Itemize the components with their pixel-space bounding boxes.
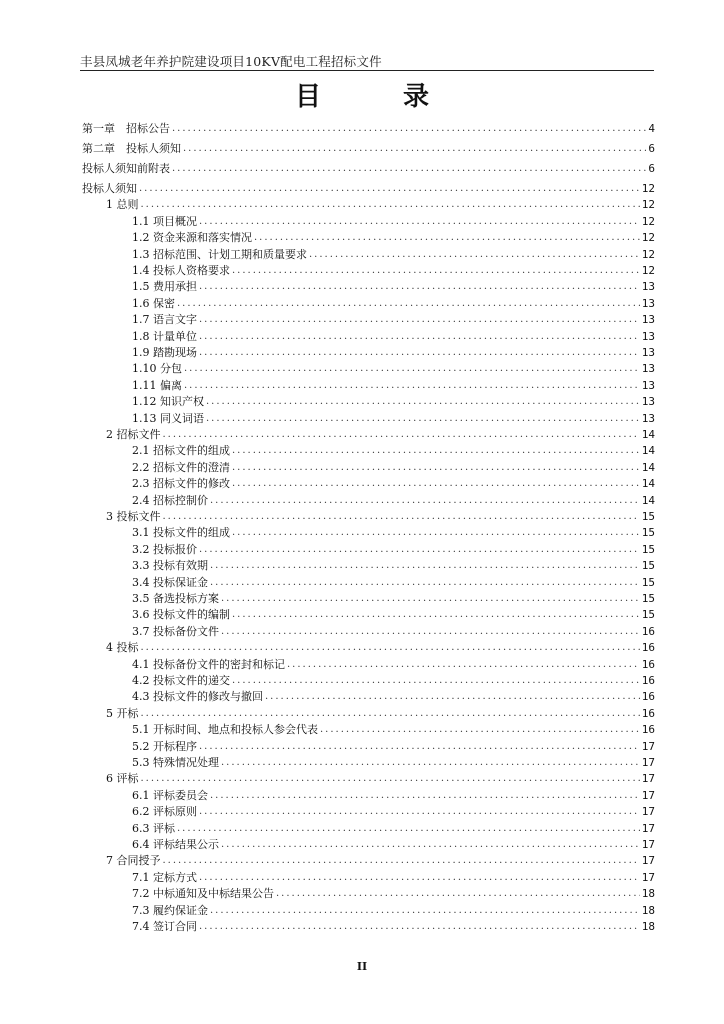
toc-entry-label: 2.3 招标文件的修改: [132, 477, 230, 491]
toc-entry-page: 15: [641, 526, 655, 540]
toc-entry-label: 6.4 评标结果公示: [132, 838, 219, 851]
toc-entry[interactable]: [132, 836, 655, 852]
toc-entry-label: 3 投标文件: [106, 510, 161, 523]
toc-entry-page: 13: [641, 378, 655, 392]
toc-entry-label: 1.6 保密: [132, 296, 175, 310]
toc-dot-leader: [210, 789, 640, 803]
toc-dot-leader: [199, 740, 640, 754]
toc-entry-label: 6 评标: [106, 772, 139, 786]
toc-entry-page: 14: [641, 493, 655, 507]
toc-entry[interactable]: [82, 160, 655, 176]
toc-entry-label: 1.4 投标人资格要求: [132, 264, 230, 277]
toc-dot-leader: [232, 461, 640, 475]
toc-entry[interactable]: [106, 508, 655, 524]
toc-entry-page: 17: [641, 838, 655, 851]
toc-entry[interactable]: [132, 541, 655, 557]
toc-entry-page: 13: [641, 313, 655, 327]
toc-dot-leader: [199, 280, 640, 294]
toc-entry-page: 12: [641, 182, 655, 195]
toc-dot-leader: [199, 543, 640, 557]
toc-entry[interactable]: [132, 656, 655, 672]
toc-dot-leader: [221, 838, 640, 852]
toc-entry[interactable]: [132, 328, 655, 344]
toc-entry-label: 5.2 开标程序: [132, 739, 197, 753]
toc-entry[interactable]: [132, 623, 655, 639]
toc-dot-leader: [163, 428, 640, 442]
toc-entry[interactable]: [132, 459, 655, 475]
toc-entry-page: 12: [641, 198, 655, 212]
toc-entry-page: 13: [641, 280, 655, 294]
toc-dot-leader: [210, 559, 640, 573]
toc-entry[interactable]: [106, 426, 655, 442]
toc-dot-leader: [206, 395, 640, 409]
toc-dot-leader: [221, 756, 640, 770]
toc-entry-label: 2.1 招标文件的组成: [132, 444, 230, 458]
toc-entry-label: 4.3 投标文件的修改与撤回: [132, 690, 263, 704]
document-header: 丰县凤城老年养护院建设项目10KV配电工程招标文件: [80, 54, 382, 69]
toc-entry[interactable]: [132, 393, 655, 409]
toc-dot-leader: [210, 494, 640, 508]
toc-entry-label: 1.7 语言文字: [132, 313, 197, 327]
toc-entry[interactable]: [132, 442, 655, 458]
toc-entry-label: 3.5 备选投标方案: [132, 592, 219, 605]
toc-entry-label: 7.3 履约保证金: [132, 903, 208, 917]
toc-dot-leader: [199, 313, 640, 327]
toc-entry[interactable]: [132, 820, 655, 836]
toc-dot-leader: [141, 641, 640, 655]
toc-entry[interactable]: [132, 754, 655, 770]
toc-entry-label: 1.11 偏离: [132, 378, 182, 392]
toc-entry-label: 1 总则: [106, 198, 139, 212]
toc-dot-leader: [172, 122, 646, 136]
toc-dot-leader: [232, 444, 640, 458]
toc-dot-leader: [320, 723, 640, 737]
toc-entry-page: 16: [641, 641, 655, 655]
toc-entry-page: 16: [641, 674, 655, 687]
toc-entry-page: 14: [641, 477, 655, 491]
toc-entry[interactable]: [106, 770, 655, 786]
toc-entry-page: 18: [641, 887, 655, 901]
toc-dot-leader: [232, 674, 640, 688]
toc-entry[interactable]: [132, 787, 655, 803]
toc-entry-label: 第二章 投标人须知: [82, 142, 181, 155]
toc-entry-label: 5 开标: [106, 706, 139, 720]
toc-dot-leader: [199, 920, 640, 934]
toc-entry[interactable]: [132, 557, 655, 573]
toc-entry[interactable]: [132, 524, 655, 540]
toc-dot-leader: [177, 822, 640, 836]
toc-entry[interactable]: [132, 574, 655, 590]
toc-entry[interactable]: [106, 705, 655, 721]
toc-entry-page: 17: [641, 805, 655, 819]
toc-dot-leader: [287, 658, 640, 672]
toc-entry[interactable]: [106, 852, 655, 868]
toc-entry-label: 1.5 费用承担: [132, 280, 197, 294]
toc-entry-label: 投标人须知: [82, 182, 137, 195]
toc-dot-leader: [232, 608, 640, 622]
toc-entry-label: 5.1 开标时间、地点和投标人参会代表: [132, 723, 318, 737]
toc-entry-label: 投标人须知前附表: [82, 162, 170, 175]
toc-entry-page: 16: [641, 706, 655, 720]
toc-entry[interactable]: [106, 196, 655, 212]
toc-entry-label: 1.3 招标范围、计划工期和质量要求: [132, 247, 307, 261]
toc-entry-page: 13: [641, 346, 655, 359]
toc-entry[interactable]: [132, 311, 655, 327]
toc-dot-leader: [199, 805, 640, 819]
toc-dot-leader: [177, 297, 640, 311]
toc-dot-leader: [265, 690, 640, 704]
toc-entry[interactable]: [132, 918, 655, 934]
toc-entry-page: 17: [641, 772, 655, 786]
toc-entry[interactable]: [132, 738, 655, 754]
toc-entry-label: 3.6 投标文件的编制: [132, 608, 230, 622]
toc-dot-leader: [254, 231, 640, 245]
toc-entry[interactable]: [132, 885, 655, 901]
toc-entry-label: 5.3 特殊情况处理: [132, 756, 219, 769]
toc-entry[interactable]: [132, 295, 655, 311]
toc-entry-label: 3.1 投标文件的组成: [132, 526, 230, 540]
toc-entry-label: 1.8 计量单位: [132, 329, 197, 343]
toc-entry[interactable]: [132, 229, 655, 245]
toc-entry-label: 2 招标文件: [106, 428, 161, 441]
toc-dot-leader: [141, 707, 640, 721]
toc-dot-leader: [141, 198, 640, 212]
toc-entry-label: 3.4 投标保证金: [132, 575, 208, 589]
toc-entry-page: 18: [641, 920, 655, 933]
toc-entry-page: 14: [641, 444, 655, 458]
toc-dot-leader: [276, 887, 640, 901]
toc-entry-page: 15: [641, 559, 655, 573]
header-rule: [80, 70, 654, 71]
toc-entry-label: 7.4 签订合同: [132, 920, 197, 933]
toc-entry-label: 6.3 评标: [132, 821, 175, 835]
toc-entry-label: 4.1 投标备份文件的密封和标记: [132, 657, 285, 671]
toc-entry-page: 13: [641, 411, 655, 425]
toc-dot-leader: [221, 625, 640, 639]
toc-entry[interactable]: [132, 475, 655, 491]
toc-dot-leader: [210, 576, 640, 590]
toc-entry-page: 14: [641, 460, 655, 474]
toc-dot-leader: [184, 379, 640, 393]
toc-entry[interactable]: [82, 180, 655, 196]
toc-entry-page: 16: [641, 690, 655, 704]
toc-entry-label: 4.2 投标文件的递交: [132, 674, 230, 687]
toc-entry-page: 15: [641, 575, 655, 589]
toc-dot-leader: [206, 412, 640, 426]
toc-dot-leader: [232, 526, 640, 540]
toc-entry[interactable]: [132, 902, 655, 918]
toc-entry[interactable]: [132, 410, 655, 426]
toc-entry-label: 1.10 分包: [132, 362, 182, 376]
toc-entry-label: 7.1 定标方式: [132, 870, 197, 884]
page-number: II: [356, 960, 368, 973]
toc-entry-page: 4: [648, 122, 655, 135]
toc-entry-page: 13: [641, 362, 655, 376]
toc-entry-page: 17: [641, 739, 655, 753]
toc-entry-label: 7 合同授予: [106, 854, 161, 868]
toc-entry[interactable]: [132, 869, 655, 885]
toc-entry-page: 12: [641, 214, 655, 228]
toc-dot-leader: [210, 904, 640, 918]
toc-entry[interactable]: [132, 278, 655, 294]
toc-entry[interactable]: [132, 377, 655, 393]
toc-entry-label: 6.2 评标原则: [132, 805, 197, 819]
toc-entry-page: 16: [641, 723, 655, 737]
toc-entry[interactable]: [132, 721, 655, 737]
toc-entry-page: 16: [641, 657, 655, 671]
toc-entry-page: 18: [641, 903, 655, 917]
toc-entry-page: 17: [641, 870, 655, 884]
toc-entry[interactable]: [132, 606, 655, 622]
toc-entry-page: 17: [641, 756, 655, 769]
toc-entry-page: 14: [641, 428, 655, 441]
toc-entry-label: 1.12 知识产权: [132, 395, 204, 409]
toc-entry-label: 2.4 招标控制价: [132, 493, 208, 507]
toc-entry-label: 1.1 项目概况: [132, 214, 197, 228]
toc-entry-page: 13: [641, 329, 655, 343]
toc-dot-leader: [172, 162, 646, 176]
toc-dot-leader: [163, 854, 640, 868]
toc-entry[interactable]: [132, 803, 655, 819]
toc-entry-label: 第一章 招标公告: [82, 122, 170, 135]
toc-entry-label: 3.2 投标报价: [132, 542, 197, 556]
toc-entry-label: 1.2 资金来源和落实情况: [132, 231, 252, 245]
page-title: 目 录: [294, 82, 457, 112]
toc-entry-page: 13: [641, 395, 655, 409]
toc-entry-label: 3.3 投标有效期: [132, 559, 208, 573]
toc-dot-leader: [232, 477, 640, 491]
toc-entry-label: 6.1 评标委员会: [132, 788, 208, 802]
toc-entry-label: 4 投标: [106, 641, 139, 655]
toc-entry-page: 16: [641, 624, 655, 638]
toc-entry[interactable]: [82, 120, 655, 136]
toc-entry-label: 7.2 中标通知及中标结果公告: [132, 887, 274, 901]
toc-dot-leader: [163, 510, 640, 524]
toc-dot-leader: [221, 592, 640, 606]
toc-dot-leader: [184, 362, 640, 376]
toc-entry-label: 1.13 同义词语: [132, 411, 204, 425]
toc-entry[interactable]: [132, 360, 655, 376]
toc-entry-label: 3.7 投标备份文件: [132, 624, 219, 638]
toc-dot-leader: [141, 772, 640, 786]
toc-entry-page: 15: [641, 510, 655, 523]
toc-dot-leader: [139, 182, 640, 196]
toc-entry-label: 1.9 踏勘现场: [132, 346, 197, 359]
toc-entry-label: 2.2 招标文件的澄清: [132, 460, 230, 474]
toc-entry[interactable]: [132, 262, 655, 278]
toc-entry-page: 12: [641, 264, 655, 277]
toc-entry[interactable]: [82, 140, 655, 156]
toc-entry-page: 15: [641, 542, 655, 556]
toc-entry[interactable]: [132, 213, 655, 229]
toc-dot-leader: [309, 248, 640, 262]
toc-entry-page: 12: [641, 231, 655, 245]
toc-dot-leader: [232, 264, 640, 278]
toc-entry-page: 15: [641, 608, 655, 622]
toc-entry[interactable]: [132, 344, 655, 360]
toc-entry-page: 6: [648, 142, 655, 155]
toc-entry-page: 6: [648, 162, 655, 175]
toc-dot-leader: [183, 142, 646, 156]
toc-entry-page: 17: [641, 788, 655, 802]
toc-entry[interactable]: [132, 492, 655, 508]
toc-entry-page: 15: [641, 592, 655, 605]
toc-dot-leader: [199, 330, 640, 344]
toc-dot-leader: [199, 215, 640, 229]
toc-entry-page: 17: [641, 854, 655, 868]
toc-entry[interactable]: [132, 590, 655, 606]
toc-entry-page: 13: [641, 296, 655, 310]
toc-entry[interactable]: [132, 246, 655, 262]
toc-entry[interactable]: [106, 639, 655, 655]
toc-dot-leader: [199, 871, 640, 885]
toc-entry-page: 12: [641, 247, 655, 261]
toc-entry[interactable]: [132, 688, 655, 704]
toc-entry[interactable]: [132, 672, 655, 688]
toc-dot-leader: [199, 346, 640, 360]
toc-entry-page: 17: [641, 821, 655, 835]
